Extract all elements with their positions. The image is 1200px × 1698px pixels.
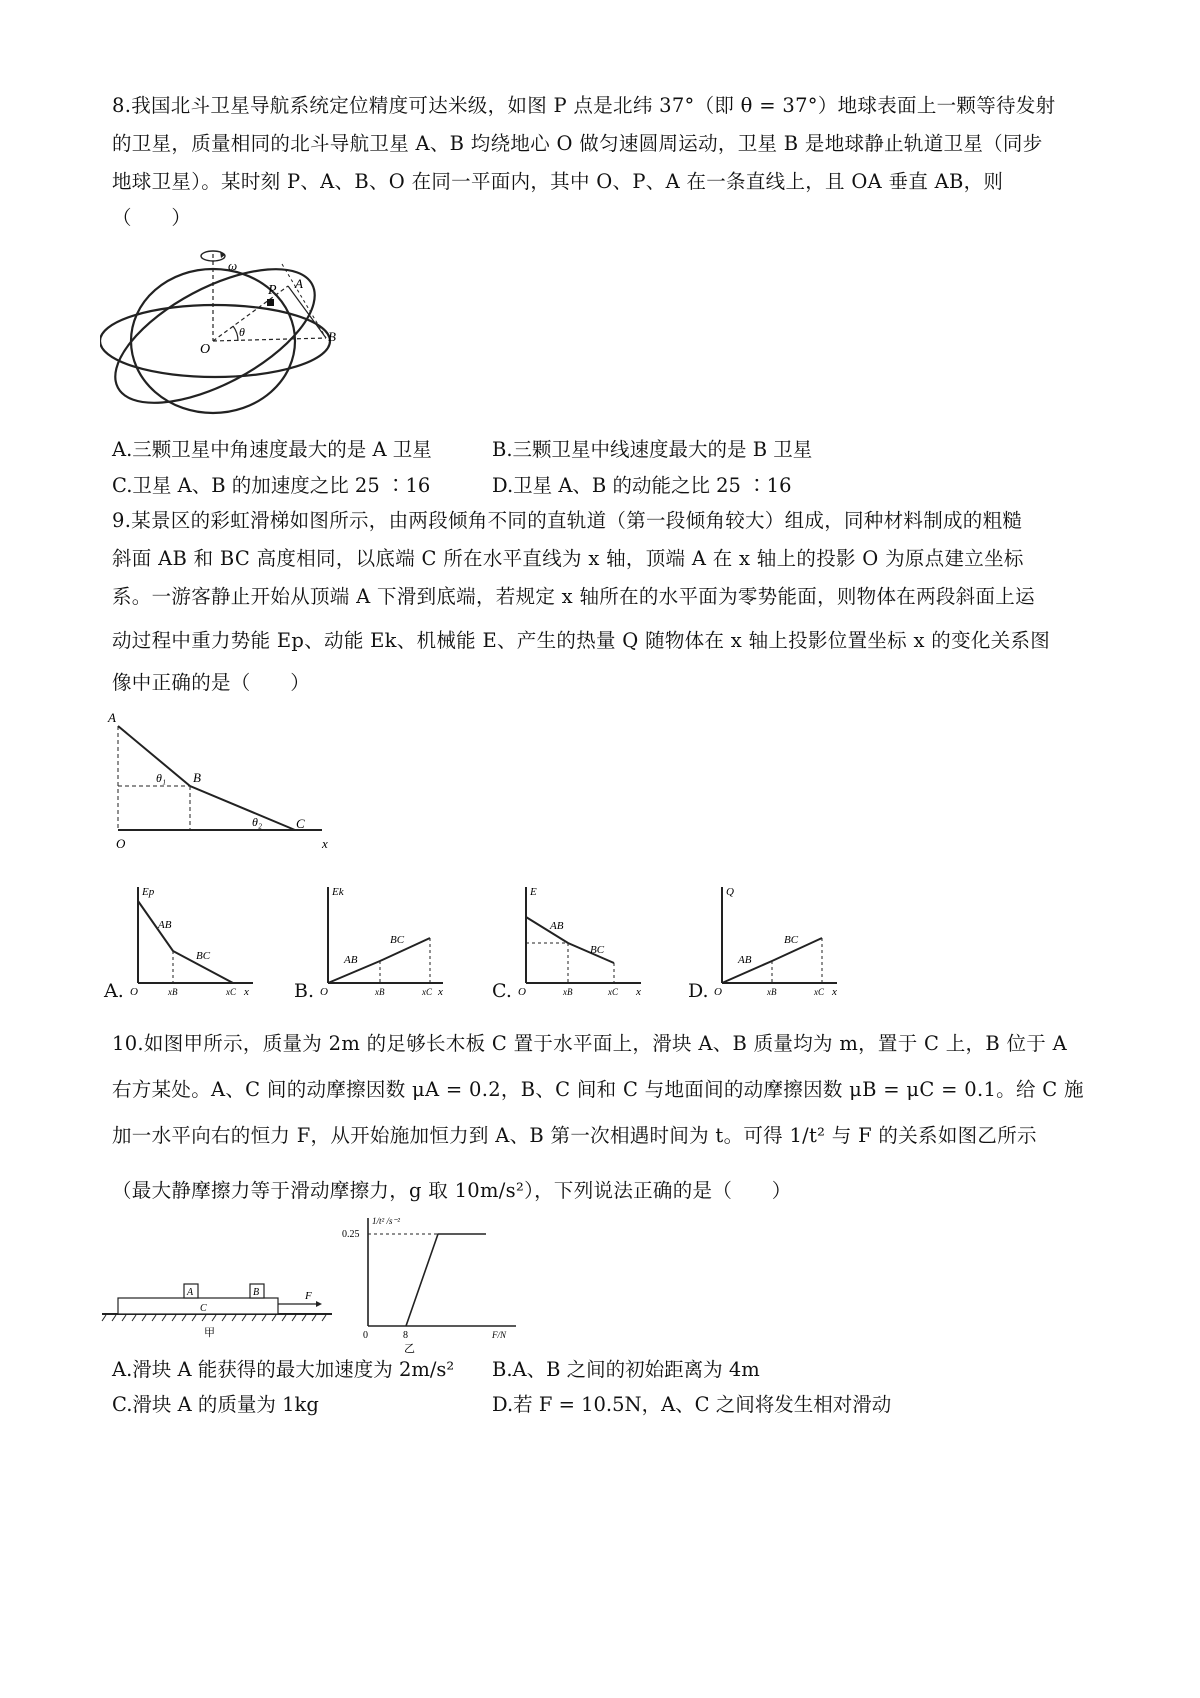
graph-c-xc: xC	[608, 987, 618, 997]
fig-yi-caption: 乙	[404, 1343, 415, 1354]
graph-a-seg1: AB	[158, 919, 172, 931]
graph-d-xb: xB	[767, 987, 777, 997]
graph-d	[712, 883, 852, 1002]
q10-option-d: D.若 F = 10.5N，A、C 之间将发生相对滑动	[492, 1393, 892, 1416]
q8-option-d: D.卫星 A、B 的动能之比 25 ∶16	[492, 474, 792, 497]
q8-line-3: 地球卫星）。某时刻 P、A、B、O 在同一平面内，其中 O、P、A 在一条直线上，且 OA 垂直 AB，则	[112, 170, 1004, 193]
q9-choice-d: D.	[688, 980, 709, 1002]
slide-c-label: C	[296, 816, 305, 831]
graph-d-o: O	[714, 986, 722, 998]
board-c-label: C	[200, 1303, 207, 1314]
q9-line-3: 系。一游客静止开始从顶端 A 下滑到底端，若规定 x 轴所在的水平面为零势能面，则物体在两段斜面上运	[112, 585, 1035, 608]
graph-a-xb: xB	[168, 987, 178, 997]
q9-line-1: 9.某景区的彩虹滑梯如图所示，由两段倾角不同的直轨道（第一段倾角较大）组成，同种材料制成的粗糙	[112, 509, 1023, 532]
q10-line-3: 加一水平向右的恒力 F，从开始施加恒力到 A、B 第一次相遇时间为 t。可得 1/t² 与 F 的关系如图乙所示	[112, 1124, 1037, 1147]
slide-b-label: B	[193, 770, 201, 785]
slide-o-label: O	[116, 836, 126, 851]
point-p-label: P	[268, 283, 277, 298]
q10-graph-figure	[336, 1214, 536, 1358]
graph-a-xc: xC	[226, 987, 236, 997]
theta1-label: θ₁	[156, 771, 167, 785]
graph-b-xc: xC	[422, 987, 432, 997]
q10-board-figure	[100, 1268, 340, 1352]
graph-b-seg1: AB	[344, 954, 358, 966]
sat-a-label: A	[295, 276, 303, 291]
q10-option-a: A.滑块 A 能获得的最大加速度为 2m/s²	[112, 1358, 455, 1381]
q10-option-c: C.滑块 A 的质量为 1kg	[112, 1393, 319, 1416]
q8-option-c: C.卫星 A、B 的加速度之比 25 ∶16	[112, 474, 431, 497]
graph-c-xb: xB	[563, 987, 573, 997]
graph-a-ylabel: Ep	[142, 886, 155, 898]
q10-line-4: （最大静摩擦力等于滑动摩擦力，g 取 10m/s²），下列说法正确的是（ ）	[112, 1179, 792, 1202]
graph-d-x: x	[832, 986, 837, 998]
fig-jia-caption: 甲	[204, 1327, 215, 1339]
fig-yi-ytick: 0.25	[342, 1229, 360, 1240]
theta-label: θ	[239, 325, 245, 339]
q9-line-4: 动过程中重力势能 Ep、动能 Ek、机械能 E、产生的热量 Q 随物体在 x 轴上投影位置坐标 x 的变化关系图	[112, 629, 1051, 652]
fig-yi-xtick: 8	[403, 1330, 408, 1341]
fig-yi-xlabel: F/N	[492, 1330, 507, 1340]
slide-a-label: A	[108, 710, 116, 725]
q10-option-b: B.A、B 之间的初始距离为 4m	[492, 1358, 760, 1381]
theta2-label: θ₂	[252, 815, 263, 829]
omega-label: ω	[228, 258, 238, 273]
q10-line-1: 10.如图甲所示，质量为 2m 的足够长木板 C 置于水平面上，滑块 A、B 质量均为 m，置于 C 上，B 位于 A	[112, 1032, 1067, 1055]
graph-c-seg1: AB	[550, 920, 564, 932]
graph-a-x: x	[244, 986, 249, 998]
center-o-label: O	[200, 342, 211, 357]
q9-line-5: 像中正确的是（ ）	[112, 671, 311, 694]
graph-b-seg2: BC	[390, 934, 405, 946]
graph-a-o: O	[130, 986, 138, 998]
graph-c-o: O	[518, 986, 526, 998]
graph-b-o: O	[320, 986, 328, 998]
q9-choice-a: A.	[104, 980, 124, 1002]
graph-c-x: x	[636, 986, 641, 998]
block-a-label: A	[187, 1287, 194, 1298]
graph-c	[516, 883, 656, 1002]
slide-x-label: x	[322, 836, 328, 851]
q9-choice-b: B.	[294, 980, 315, 1002]
fig-yi-ylabel: 1/t² /s⁻²	[372, 1216, 400, 1226]
graph-c-ylabel: E	[530, 886, 537, 898]
q8-line-2: 的卫星，质量相同的北斗导航卫星 A、B 均绕地心 O 做匀速圆周运动，卫星 B 是地球静止轨道卫星（同步	[112, 132, 1043, 155]
graph-b	[318, 883, 458, 1002]
q8-line-4: （ ）	[112, 206, 192, 229]
graph-d-seg1: AB	[738, 954, 752, 966]
graph-c-seg2: BC	[590, 944, 605, 956]
graph-b-x: x	[438, 986, 443, 998]
q8-earth-figure	[100, 236, 340, 420]
graph-b-ylabel: Ek	[332, 886, 344, 898]
force-f-label: F	[305, 1290, 312, 1302]
graph-a	[128, 883, 268, 1002]
graph-d-xc: xC	[814, 987, 824, 997]
graph-d-seg2: BC	[784, 934, 799, 946]
graph-d-ylabel: Q	[726, 886, 734, 898]
q9-line-2: 斜面 AB 和 BC 高度相同，以底端 C 所在水平直线为 x 轴，顶端 A 在 x 轴上的投影 O 为原点建立坐标	[112, 547, 1024, 570]
q9-choice-c: C.	[492, 980, 512, 1002]
q8-option-b: B.三颗卫星中线速度最大的是 B 卫星	[492, 438, 813, 461]
graph-a-seg2: BC	[196, 950, 211, 962]
sat-b-label: B	[328, 329, 336, 344]
fig-yi-origin: 0	[363, 1330, 368, 1341]
q8-line-1: 8.我国北斗卫星导航系统定位精度可达米级，如图 P 点是北纬 37°（即 θ = 37°）地球表面上一颗等待发射	[112, 94, 1056, 117]
q10-line-2: 右方某处。A、C 间的动摩擦因数 μA = 0.2，B、C 间和 C 与地面间的动摩擦因数 μB = μC = 0.1。给 C 施	[112, 1078, 1084, 1101]
q8-option-a: A.三颗卫星中角速度最大的是 A 卫星	[112, 438, 432, 461]
graph-b-xb: xB	[375, 987, 385, 997]
block-b-label: B	[253, 1287, 260, 1298]
q9-slide-figure	[100, 706, 340, 860]
